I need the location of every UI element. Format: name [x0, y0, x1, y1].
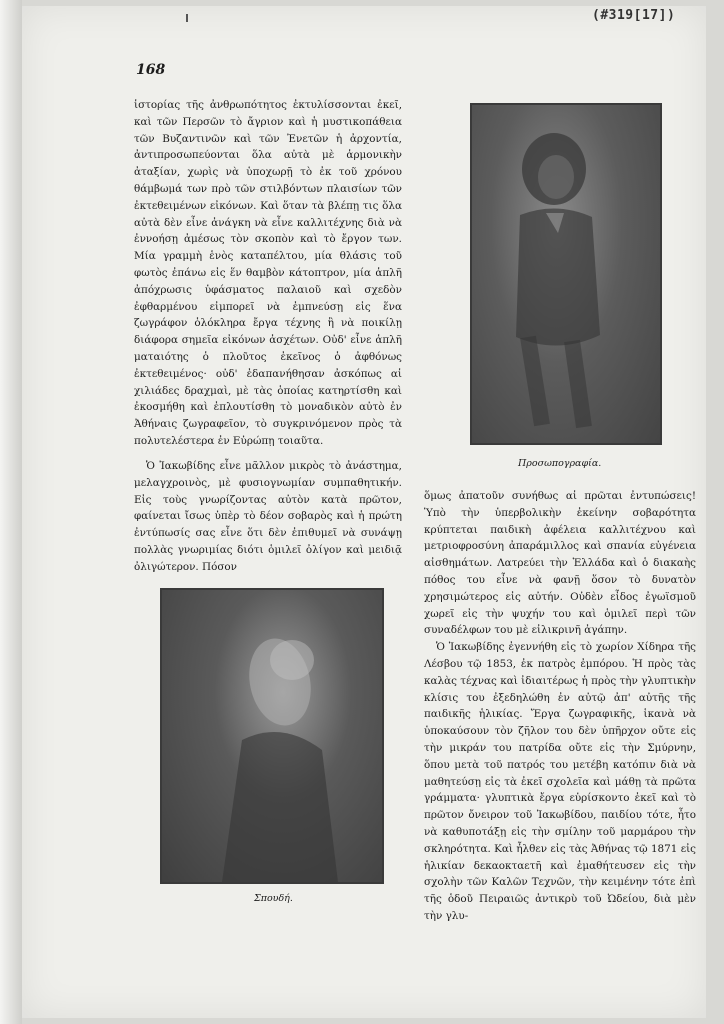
- paragraph: Ὁ Ἰακωβίδης εἶνε μᾶλλον μικρὸς τὸ ἀνάστημα, μελαγχροινὸς, μὲ φυσιογνωμίαν συμπαθητικήν. Εἰς τοὺς γνωρίζοντας αὐτὸν κατὰ πρῶτον, φαίνεται ἴσως ὑπὲρ τὸ δέον σοβαρὸς καὶ ἡ πρώτη ἐντύπωσίς σας εἶνε ὅτι δὲν ἐπιθυμεῖ νὰ συνάψῃ πολλὰς γνωριμίας διότι ὁμιλεῖ ὀλίγον καὶ μειδιᾷ ὀλιγώτερον. Πόσον: [134, 460, 402, 573]
- left-column-bottom-text: [134, 458, 402, 576]
- study-head-illustration: [162, 590, 382, 882]
- portrait-caption: Προσωπογραφία.: [518, 458, 602, 469]
- scan-left-edge: [0, 0, 22, 1024]
- archive-stamp: (#319[17]): [592, 8, 676, 23]
- paragraph: ἱστορίας τῆς ἀνθρωπότητος ἐκτυλίσσονται ἐκεῖ, καὶ τῶν Περσῶν τὸ ἄγριον καὶ ἡ μυστικοπάθεια τῶν Βυζαντινῶν καὶ τῶν Ἐνετῶν ἡ ἀρχοντία, ἀντιπροσωπεύονται ὅλα αὐτὰ μὲ ἁρμονικὴν ἀταξίαν, χωρὶς νὰ ὑποχωρῇ τὸ ἐκ τοῦ χρόνου θάμβωμά των πρὸ τῶν στιλβόντων πλαισίων τῶν ἐκτεθειμένων εἰκόνων. Καὶ ὅταν τὰ βλέπῃ τις ὅλα αὐτὰ δὲν εἶνε ἀνάγκη νὰ εἶνε καλλιτέχνης διὰ νὰ ἐννοήσῃ ἀμέσως τὸν σκοπὸν καὶ τὸ ἔργον των. Μία γραμμὴ ἑνὸς καταπέλτου, μία θλάσις τοῦ φωτὸς ἐπάνω εἰς ἕν θαμβὸν κάτοπτρον, μία ἁπλῆ ἀπόχρωσις ὑφάσματος παλαιοῦ καὶ σχεδὸν ἐφθαρμένου εἰμπορεῖ νὰ ἐμπνεύσῃ εἰς ἕνα ζωγράφον ὁλόκληρα ἔργα τέχνης ἢ νὰ ποικίλῃ διάφορα σημεῖα εἰκόνων ἀσχέτων. Οὐδ' εἶνε ἁπλῆ ματαιότης ὁ πλοῦτος ἐκεῖνος ὁ ἀφθόνως ἐκτεθειμένος· οὐδ' ἐδαπανήθησαν ἀσκόπως αἱ χιλιάδες δραχμαὶ, μὲ τὰς ὁποίας κατηρτίσθη καὶ ἐκοσμήθη καὶ ἐπλουτίσθη τὸ μοναδικὸν αὐτὸ ἐν Ἀθήναις ζωγραφεῖον, τὸ συγκρινόμενον πρὸς τὰ πολυτελέστερα ἐν Εὐρώπῃ τοιαῦτα.: [134, 99, 402, 447]
- scan-mark: [186, 14, 188, 22]
- paragraph: Ὁ Ἰακωβίδης ἐγεννήθη εἰς τὸ χωρίον Χίδηρα τῆς Λέσβου τῷ 1853, ἐκ πατρὸς ἐμπόρου. Ἡ πρὸς τὰς καλὰς τέχνας καὶ ἰδιαιτέρως ἡ πρὸς τὴν γλυπτικὴν κλίσις του ἐξεδηλώθη ἐν αὐτῷ ἀπ' αὐτῆς τῆς παιδικῆς ἡλικίας. Ἔργα ζωγραφικῆς, ἱκανὰ νὰ ὑποκαύσουν τὸν ζῆλον του δὲν ὑπῆρχον οὔτε εἰς τὴν μικράν του πατρίδα οὔτε εἰς τὴν Σμύρνην, ὅπου μετὰ τοῦ πατρός του μετέβη κατόπιν διὰ νὰ μαθητεύσῃ εἰς τὰ ἐκεῖ σχολεῖα καὶ μάθῃ τὰ πρῶτα γράμματα· γλυπτικὰ ἔργα εὑρίσκοντο ἐκεῖ καὶ τὸ πρῶτον ὄνειρον τοῦ Ἰακωβίδου, παιδίου τότε, ἦτο νὰ καθυποτάξῃ εἰς τὴν σμίλην τοῦ μαρμάρου τὴν σκληρότητα. Καὶ ἦλθεν εἰς τὰς Ἀθήνας τῷ 1871 εἰς ἡλικίαν δεκαοκταετῆ καὶ ἐμαθήτευσεν εἰς τὴν σχολὴν τῶν Καλῶν Τεχνῶν, τὴν κειμένην τότε ἐπὶ τῆς ὁδοῦ Πειραιῶς ἀντικρὺ τοῦ Ὠδείου, διὰ μὲν τὴν γλυ-: [424, 641, 696, 922]
- right-column-text: [424, 488, 696, 925]
- left-column-top-text: [134, 97, 402, 450]
- page-number: 168: [136, 62, 166, 78]
- portrait-figure-illustration: [472, 105, 660, 443]
- paragraph: ὅμως ἀπατοῦν συνήθως αἱ πρῶται ἐντυπώσεις! Ὑπὸ τὴν ὑπερβολικὴν ἐκείνην σοβαρότητα κρύπτεται παιδικὴ ἀφέλεια καλλιτέχνου καὶ μετριοφροσύνη ἀπαράμιλλος καὶ σπανία εὐγένεια αἰσθημάτων. Λατρεύει τὴν Ἑλλάδα καὶ ὁ διακαὴς πόθος του εἶνε νὰ φανῇ ὅσον τὸ δυνατὸν χρησιμώτερος εἰς αὐτήν. Οὐδὲν εἶδος ἐγωϊσμοῦ χωρεῖ εἰς τὴν ψυχήν του καὶ ὁμιλεῖ περὶ τῶν συναδέλφων του μὲ εἰλικρινῆ ἀγάπην.: [424, 490, 696, 637]
- study-photo: [160, 588, 384, 884]
- portrait-photo: [470, 103, 662, 445]
- study-caption: Σπουδή.: [254, 893, 293, 904]
